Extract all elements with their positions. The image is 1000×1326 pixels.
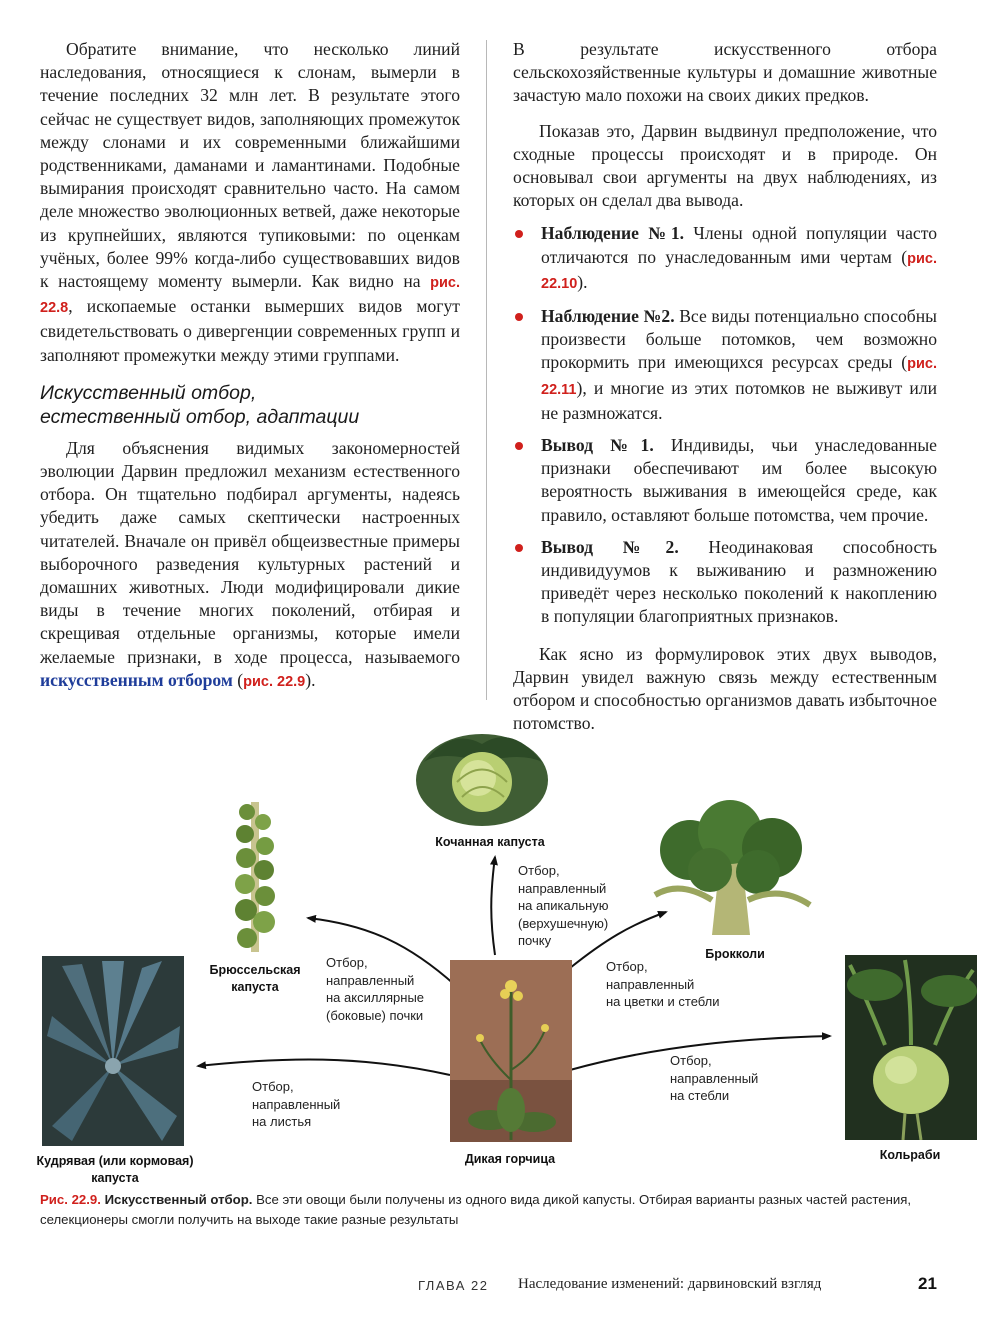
selection-label-kohlrabi: Отбор, направленный на стебли bbox=[670, 1053, 759, 1103]
footer-chapter: ГЛАВА 22 bbox=[418, 1278, 489, 1293]
cabbage-photo bbox=[412, 722, 552, 832]
arrow-to-cabbage bbox=[491, 857, 495, 955]
column-divider bbox=[486, 40, 487, 700]
figure-ref[interactable]: рис. 22.10 bbox=[541, 250, 937, 292]
right-column bbox=[513, 38, 937, 735]
figure-ref[interactable]: рис. 22.9 bbox=[243, 673, 306, 690]
figure-caption bbox=[40, 1190, 940, 1230]
list-item: Вывод №1. Индивиды, чьи унаследованные признаки обеспечивают им более высокую вероятность выживания в имеющейся среде, как правило, оставляют больше потомства, чем прочие. bbox=[513, 434, 937, 527]
label-broccoli: Брокколи bbox=[705, 947, 765, 961]
paragraph-extinction: Обратите внимание, что несколько линий наследования, относящиеся к слонам, вымерли в течение последних 32 млн лет. В результате этого сейчас не существует видов, заполняющих промежуток между слонами и их современными ближайшими родственниками, даманами и ламантинами. Подобные вымирания происходят сравнительно часто. На самом деле множество эволюционных ветвей, даже некоторые из крупнейших, являются тупиковыми: по оценкам учёных, более 99% когда-либо существовавших видов к настоящему моменту вымерли. Как видно на рис. 22.8, ископаемые останки вымерших видов могут свидетельствовать о дивергенции современных групп и заполняют промежутки между этими группами. bbox=[40, 39, 460, 365]
label-kale: Кудрявая (или кормовая) капуста bbox=[36, 1154, 194, 1185]
list-item: Наблюдение №1. Члены одной популяции часто отличаются по унаследованным ими чертам (рис. 22.10). bbox=[513, 222, 937, 296]
label-kohlrabi: Кольраби bbox=[879, 1148, 941, 1162]
list-item: Вывод №2. Неодинаковая способность индивидуумов к выживанию и размножению приведёт через несколько поколений к накоплению в популяции благоприятных признаков. bbox=[513, 536, 937, 629]
paragraph-darwin: Показав это, Дарвин выдвинул предположение, что сходные процессы происходят и в природе. Он основывал свои аргументы на двух наблюдениях, из которых он сделал два вывода. bbox=[513, 120, 937, 211]
section-heading: Искусственный отбор, естественный отбор, адаптации bbox=[40, 381, 360, 428]
figure-ref[interactable]: рис. 22.8 bbox=[40, 275, 460, 317]
brussels-photo bbox=[225, 800, 285, 955]
caption-text: Все эти овощи были получены из одного вида дикой капусты. Отбирая варианты разных частей растения, селекционеры смогли получить на выходе такие разные результаты bbox=[40, 1192, 912, 1227]
list-item: Наблюдение №2. Все виды потенциально способны произвести больше потомков, чем возможно прокормить при имеющихся ресурсах среды (рис. 22.11), и многие из этих потомков не выживут или не размножатся. bbox=[513, 305, 937, 425]
selection-label-brussels: Отбор, направленный на аксиллярные (боковые) почки bbox=[326, 955, 425, 1023]
selection-label-broccoli: Отбор, направленный на цветки и стебли bbox=[606, 959, 720, 1009]
paragraph-artificial-selection: Для объяснения видимых закономерностей эволюции Дарвин предложил механизм естественного отбора. Он тщательно подбирал аргументы, надеясь убедить даже самых скептически настроенных читателей. Вначале он привёл общеизвестные примеры выборочного разведения культурных растений и домашних животных. Люди модифицировали дикие виды в течение многих поколений, отбирая и скрещивая отдельные организмы, которые имели желаемые признаки, в ходе процесса, называемого искусственным отбором (рис. 22.9). bbox=[40, 437, 460, 690]
arrow-to-kale bbox=[198, 1059, 450, 1075]
key-term: искусственным отбором bbox=[40, 669, 233, 690]
caption-title: Искусственный отбор. bbox=[100, 1192, 253, 1207]
kohlrabi-photo bbox=[845, 955, 977, 1140]
observations-list bbox=[513, 222, 937, 628]
label-brussels: Брюссельская капуста bbox=[209, 963, 301, 994]
caption-figure-number: Рис. 22.9. bbox=[40, 1192, 101, 1207]
kale-photo bbox=[42, 956, 184, 1146]
label-mustard: Дикая горчица bbox=[464, 1152, 556, 1166]
paragraph-conclusion: Как ясно из формулировок этих двух выводов, Дарвин увидел важную связь между естественным отбором и способностью организмов давать избыточное потомство. bbox=[513, 643, 937, 734]
figure-ref[interactable]: рис. 22.11 bbox=[541, 356, 937, 398]
broccoli-photo bbox=[650, 800, 820, 940]
selection-label-cabbage: Отбор, направленный на апикальную (верхушечную) почку bbox=[518, 863, 609, 948]
footer-chapter-title: Наследование изменений: дарвиновский взгляд bbox=[518, 1276, 822, 1292]
mustard-photo bbox=[450, 960, 572, 1142]
paragraph-result: В результате искусственного отбора сельскохозяйственные культуры и домашние животные зачастую мало похожи на своих диких предков. bbox=[513, 39, 937, 106]
page-number: 21 bbox=[918, 1274, 937, 1293]
left-column bbox=[40, 38, 460, 694]
selection-label-kale: Отбор, направленный на листья bbox=[252, 1079, 341, 1129]
page-footer bbox=[0, 1274, 1000, 1304]
label-cabbage: Кочанная капуста bbox=[435, 835, 545, 849]
